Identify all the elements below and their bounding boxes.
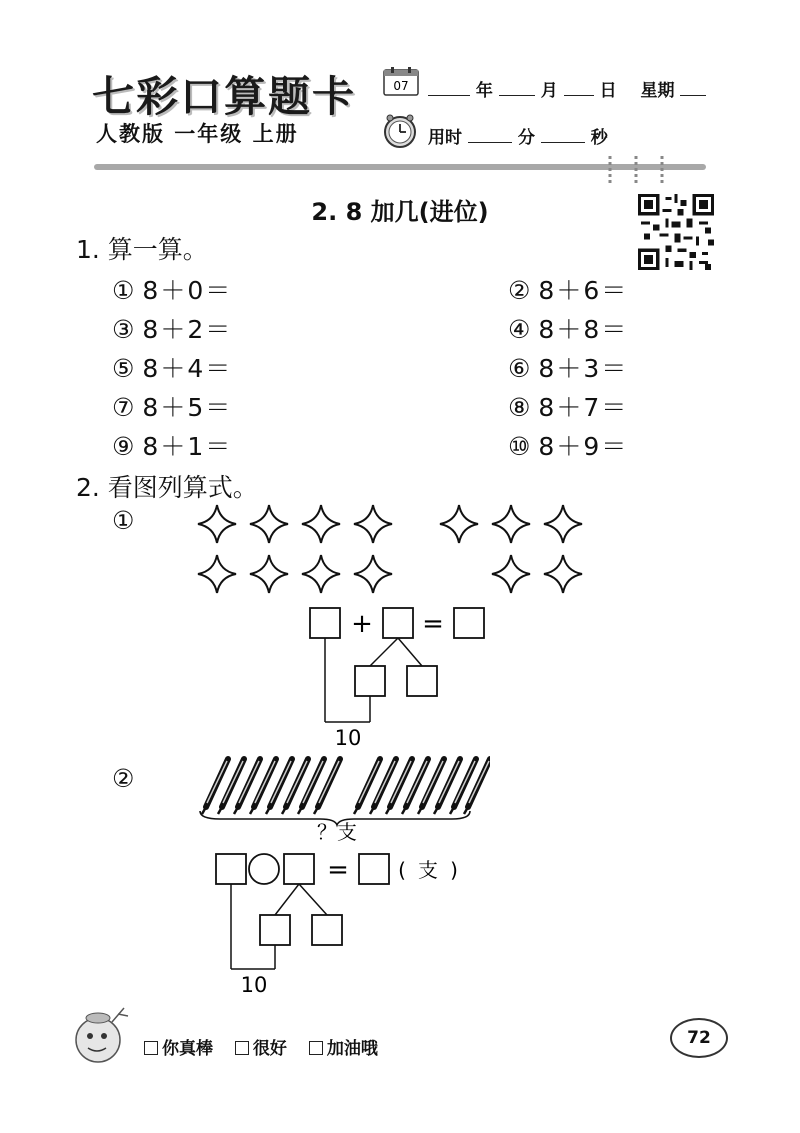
q1-item-number: ④ [508, 315, 533, 344]
plus-sign: + [351, 609, 373, 639]
brand-title: 七彩口算题卡 [92, 72, 357, 121]
year-blank[interactable] [428, 81, 470, 96]
answer-box-sum[interactable] [454, 608, 484, 638]
star-icon [544, 505, 582, 543]
q1-item-number: ③ [112, 315, 137, 344]
edition-label: 人教版 一年级 上册 [96, 122, 299, 146]
star-icon [492, 555, 530, 593]
star-icon [198, 505, 236, 543]
rating-option-keep-going[interactable]: 加油哦 [309, 1039, 378, 1059]
question-total-label: ？支 [317, 820, 357, 844]
stars-left-group [198, 505, 392, 593]
operator-circle[interactable] [249, 854, 279, 884]
minutes-blank[interactable] [468, 128, 512, 143]
q1-item-number: ② [508, 276, 533, 305]
month-blank[interactable] [499, 81, 535, 96]
checkbox-icon[interactable] [309, 1041, 323, 1055]
ten-label: 10 [334, 726, 362, 750]
q1-item-expr: 8＋8＝ [538, 315, 629, 344]
rating-option-good[interactable]: 很好 [235, 1039, 287, 1059]
checkbox-icon[interactable] [235, 1041, 249, 1055]
date-fill-line [428, 76, 706, 101]
rating-option-great[interactable]: 你真棒 [144, 1039, 213, 1059]
calendar-icon [383, 66, 419, 96]
answer-box-addend2[interactable] [284, 854, 314, 884]
star-icon [250, 505, 288, 543]
star-icon [198, 555, 236, 593]
q1-item-8 [508, 388, 628, 424]
q1-item-expr: 8＋7＝ [538, 393, 629, 422]
q1-item-1 [112, 271, 232, 307]
q1-item-number: ① [112, 276, 137, 305]
day-blank[interactable] [564, 81, 594, 96]
q1-item-expr: 8＋5＝ [142, 393, 233, 422]
q1-item-7 [112, 388, 232, 424]
q1-item-number: ⑦ [112, 393, 137, 422]
star-icon [492, 505, 530, 543]
star-icon [354, 555, 392, 593]
page-number: 72 [670, 1018, 728, 1058]
q1-item-expr: 8＋3＝ [538, 354, 629, 383]
unit-close-paren: ) [450, 858, 458, 882]
seconds-blank[interactable] [541, 128, 585, 143]
q1-item-2 [508, 271, 628, 307]
q1-item-number: ⑨ [112, 432, 137, 461]
pens-right-group [354, 759, 490, 814]
q1-item-expr: 8＋0＝ [142, 276, 233, 305]
q1-item-number: ⑩ [508, 432, 533, 461]
qr-code-icon[interactable] [638, 194, 714, 270]
weekday-blank[interactable] [680, 81, 706, 96]
answer-box-addend2[interactable] [383, 608, 413, 638]
q1-item-9 [112, 427, 232, 463]
q1-item-4 [508, 310, 628, 346]
year-label: 年 [475, 81, 493, 101]
split-box-right[interactable] [407, 666, 437, 696]
divider-decoration [600, 156, 680, 184]
unit-label: 支 [418, 858, 438, 882]
q1-item-5 [112, 349, 232, 385]
pens-left-group [202, 759, 340, 814]
star-icon [544, 555, 582, 593]
star-icon [250, 555, 288, 593]
q1-item-expr: 8＋4＝ [142, 354, 233, 383]
q2-part1-number: ① [112, 506, 137, 535]
q1-item-10 [508, 427, 628, 463]
mascot-illustration [68, 1004, 134, 1070]
month-label: 月 [540, 81, 558, 101]
time-fill-line [428, 123, 608, 148]
q1-heading: 1. 算一算。 [76, 235, 208, 264]
q1-item-6 [508, 349, 628, 385]
q1-item-3 [112, 310, 232, 346]
split-box-right[interactable] [312, 915, 342, 945]
q1-item-number: ⑥ [508, 354, 533, 383]
q1-item-expr: 8＋1＝ [142, 432, 233, 461]
rating-options [144, 1034, 394, 1059]
weekday-label: 星期 [640, 81, 675, 101]
pen-icon [464, 759, 490, 814]
clock-icon [382, 113, 418, 149]
lesson-title: 2. 8 加几(进位) [311, 198, 489, 226]
star-icon [354, 505, 392, 543]
time-used-label: 用时 [428, 128, 462, 148]
q1-item-number: ⑧ [508, 393, 533, 422]
q2-heading: 2. 看图列算式。 [76, 473, 258, 502]
ten-label: 10 [240, 973, 268, 997]
q2-part2-number: ② [112, 764, 137, 793]
q1-item-expr: 8＋2＝ [142, 315, 233, 344]
q2-part2-figure [190, 755, 490, 1000]
second-label: 秒 [590, 128, 608, 148]
split-box-left[interactable] [355, 666, 385, 696]
answer-box-addend1[interactable] [310, 608, 340, 638]
unit-open-paren: ( [398, 858, 406, 882]
q1-item-expr: 8＋9＝ [538, 432, 629, 461]
q1-item-number: ⑤ [112, 354, 137, 383]
split-box-left[interactable] [260, 915, 290, 945]
q1-item-expr: 8＋6＝ [538, 276, 629, 305]
answer-box-sum[interactable] [359, 854, 389, 884]
minute-label: 分 [517, 128, 535, 148]
checkbox-icon[interactable] [144, 1041, 158, 1055]
star-icon [302, 555, 340, 593]
equals-sign: = [422, 609, 444, 639]
stars-right-group [440, 505, 582, 593]
star-icon [302, 505, 340, 543]
star-icon [440, 505, 478, 543]
q2-part1-figure [190, 500, 610, 750]
calendar-day: 07 [393, 79, 409, 93]
day-label: 日 [599, 81, 617, 101]
answer-box-addend1[interactable] [216, 854, 246, 884]
equals-sign: = [327, 855, 349, 885]
